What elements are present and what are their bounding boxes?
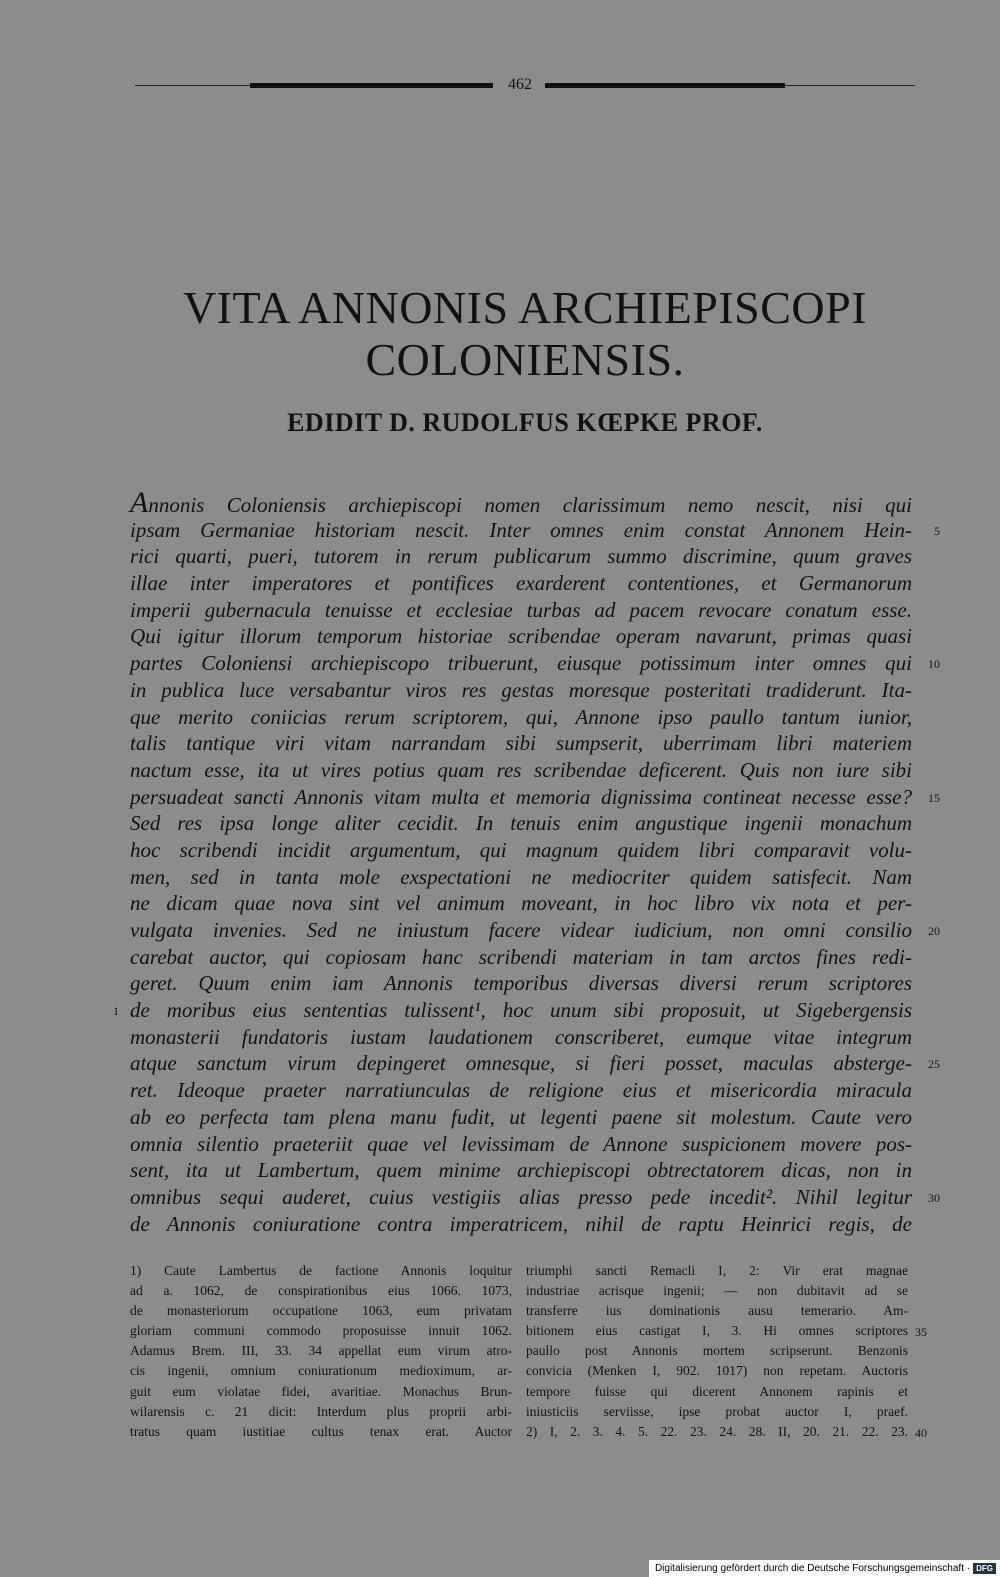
body-line-text: talis tantique viri vitam narrandam sibi sumpserit, uberrimam libri materiem bbox=[130, 731, 912, 756]
body-line bbox=[130, 757, 912, 784]
funding-footer bbox=[649, 1560, 1000, 1577]
body-line bbox=[130, 1184, 940, 1211]
dfg-logo: DFG bbox=[973, 1563, 996, 1574]
footnote-margin-marker: 1 bbox=[113, 1004, 119, 1019]
footnotes-right-column bbox=[526, 1261, 908, 1442]
title-line-2: COLONIENSIS. bbox=[365, 334, 685, 385]
body-line-text: que merito coniicias rerum scriptorem, qui, Annone ipso paullo tantum iunior, bbox=[130, 704, 912, 729]
body-line-text: sent, ita ut Lambertum, quem minime archiepiscopi obtrectatorem dicas, non in bbox=[130, 1158, 912, 1183]
body-line-text: ab eo perfecta tam plena manu fudit, ut legenti paene sit molestum. Caute vero bbox=[130, 1104, 912, 1129]
body-line bbox=[130, 704, 912, 731]
footnote-line: cis ingenii, omnium coniurationum medioximum, ar- bbox=[130, 1363, 512, 1379]
footnote-line: tratus quam iustitiae cultus tenax erat. Auctor bbox=[130, 1423, 512, 1439]
body-line bbox=[130, 944, 912, 971]
body-line bbox=[130, 623, 912, 650]
body-line bbox=[130, 1131, 912, 1158]
body-line bbox=[130, 810, 912, 837]
body-line bbox=[130, 1050, 940, 1077]
body-line-text: ne dicam quae nova sint vel animum moveant, in hoc libro vix nota et per- bbox=[130, 891, 912, 916]
body-line-text: imperii gubernacula tenuisse et ecclesiae turbas ad pacem revocare conatum esse. bbox=[130, 597, 912, 622]
body-line-text: Qui igitur illorum temporum historiae scribendae operam navarunt, primas quasi bbox=[130, 624, 912, 649]
body-line-text: partes Coloniensi archiepiscopo tribuerunt, eiusque potissimum inter omnes qui bbox=[130, 651, 912, 676]
body-line-text: de Annonis coniuratione contra imperatricem, nihil de raptu Heinrici regis, de bbox=[130, 1211, 912, 1236]
body-line bbox=[130, 677, 912, 704]
body-line-text: ipsam Germaniae historiam nescit. Inter omnes enim constat Annonem Hein- bbox=[130, 517, 912, 542]
margin-line-number: 30 bbox=[928, 1190, 940, 1205]
body-line bbox=[130, 543, 912, 570]
body-line bbox=[130, 486, 912, 519]
body-line-text: vulgata invenies. Sed ne iniustum facere videar iudicium, non omni consilio bbox=[130, 918, 912, 942]
editor-line: EDIDIT D. RUDOLFUS KŒPKE PROF. bbox=[287, 408, 763, 437]
footnote-line: Adamus Brem. III, 33. 34 appellat eum virum atro- bbox=[130, 1343, 512, 1359]
margin-line-number: 10 bbox=[928, 657, 940, 672]
footnote-line: wilarensis c. 21 dicit: Interdum plus proprii arbi- bbox=[130, 1403, 512, 1419]
body-line-text: illae inter imperatores et pontifices exarderent contentiones, et Germanorum bbox=[130, 571, 912, 596]
footnote-line: guit eum violatae fidei, avaritiae. Monachus Brun- bbox=[130, 1383, 512, 1399]
body-line-text: Annonis Coloniensis archiepiscopi nomen clarissimum nemo nescit, nisi qui bbox=[130, 486, 912, 519]
body-line bbox=[130, 1024, 912, 1051]
body-line bbox=[113, 997, 912, 1024]
body-line bbox=[130, 650, 940, 677]
body-line bbox=[130, 597, 912, 624]
footnote-line: industriae acrisque ingenii; — non dubitavit ad se bbox=[526, 1283, 908, 1299]
body-line-text: omnibus sequi auderet, cuius vestigiis alias presso pede incedit². Nihil legitur bbox=[130, 1184, 912, 1209]
body-line-text: ret. Ideoque praeter narratiunculas de religione eius et misericordia miracula bbox=[130, 1078, 912, 1103]
footnote-margin-line-number: 40 bbox=[915, 1425, 927, 1440]
body-line-text: Sed res ipsa longe aliter cecidit. In tenuis enim angustique ingenii monachum bbox=[130, 811, 912, 836]
header-rule-left-thick bbox=[250, 83, 493, 88]
margin-line-number: 5 bbox=[934, 523, 940, 538]
body-line-text: nactum esse, ita ut vires potius quam res scribendae deficerent. Quis non iure sibi bbox=[130, 757, 912, 782]
body-text bbox=[113, 486, 940, 1237]
body-line-text: carebat auctor, qui copiosam hanc scribendi materiam in tam arctos fines redi- bbox=[130, 944, 912, 969]
footnotes-left-column bbox=[130, 1261, 512, 1442]
body-line bbox=[130, 890, 912, 917]
body-line bbox=[130, 1211, 912, 1238]
margin-line-number: 20 bbox=[928, 924, 940, 938]
body-line-text: de moribus eius sententias tulissent¹, hoc unum sibi proposuit, ut Sigebergensis bbox=[130, 998, 912, 1023]
footnote-line: bitionem eius castigat I, 3. Hi omnes scriptores bbox=[526, 1323, 908, 1339]
body-line-text: persuadeat sancti Annonis vitam multa et memoria dignissima contineat necesse esse? bbox=[130, 784, 912, 809]
footnote-line: de monasteriorum occupatione 1063, eum privatam bbox=[130, 1303, 512, 1319]
footnote-line: tempore fuisse qui dicerent Annonem rapinis et bbox=[526, 1383, 908, 1399]
body-line-text: in publica luce versabantur viros res gestas moresque posteritati tradiderunt. Ita- bbox=[130, 677, 912, 702]
body-line bbox=[130, 784, 940, 811]
footnote-line: transferre ius dominationis ausu temerario. Am- bbox=[526, 1303, 908, 1319]
header-rule-right-thick bbox=[545, 83, 785, 88]
footnote-line: triumphi sancti Remacli I, 2: Vir erat magnae bbox=[526, 1263, 908, 1278]
body-line bbox=[130, 837, 912, 864]
body-line bbox=[130, 1157, 912, 1184]
body-line-text: hoc scribendi incidit argumentum, qui magnum quidem libri comparavit volu- bbox=[130, 837, 912, 862]
page-number: 462 bbox=[508, 76, 532, 93]
document-title bbox=[130, 282, 920, 386]
footnote-line: gloriam communi commodo proposuisse innuit 1062. bbox=[130, 1323, 512, 1339]
body-line-text: atque sanctum virum depingeret omnesque, si fieri posset, maculas absterge- bbox=[130, 1051, 912, 1076]
footnote-line: convicia (Menken I, 902. 1017) non repetam. Auctoris bbox=[526, 1363, 908, 1379]
body-line-text: omnia silentio praeteriit quae vel levissimam de Annone suspicionem movere pos- bbox=[130, 1131, 912, 1156]
body-line bbox=[130, 970, 912, 997]
body-line bbox=[130, 864, 912, 891]
margin-line-number: 15 bbox=[928, 790, 940, 805]
footnote-line: paullo post Annonis mortem scripserunt. Benzonis bbox=[526, 1343, 908, 1359]
body-line bbox=[130, 1104, 912, 1131]
body-line bbox=[130, 917, 940, 944]
margin-line-number: 25 bbox=[928, 1057, 940, 1072]
title-line-1: VITA ANNONIS ARCHIEPISCOPI bbox=[182, 282, 868, 333]
body-line-text: geret. Quum enim iam Annonis temporibus diversas diversi rerum scriptores bbox=[130, 971, 912, 996]
footnote-line: 1) Caute Lambertus de factione Annonis loquitur bbox=[130, 1263, 512, 1278]
body-line-text: men, sed in tanta mole exspectationi ne mediocriter quidem satisfecit. Nam bbox=[130, 864, 912, 889]
footnote-line: iniusticiis serviisse, ipse probat auctor I, praef. bbox=[526, 1403, 908, 1419]
body-line bbox=[130, 730, 912, 757]
footnote-line: ad a. 1062, de conspirationibus eius 1066. 1073, bbox=[130, 1283, 512, 1299]
body-line-text: rici quarti, pueri, tutorem in rerum publicarum summo discrimine, quum graves bbox=[130, 544, 912, 569]
body-line-text: monasterii fundatoris iustam laudationem conscriberet, eumque vitae integrum bbox=[130, 1024, 912, 1049]
body-line bbox=[130, 570, 912, 597]
footnote-line: 2) I, 2. 3. 4. 5. 22. 23. 24. 28. II, 20. 21. 22. 23. bbox=[526, 1423, 908, 1439]
body-line bbox=[130, 517, 940, 544]
footnote-margin-line-number: 35 bbox=[915, 1325, 927, 1340]
body-line bbox=[130, 1077, 912, 1104]
page-header bbox=[135, 76, 915, 98]
funding-text: Digitalisierung gefördert durch die Deutsche Forschungsgemeinschaft · bbox=[654, 1563, 971, 1574]
